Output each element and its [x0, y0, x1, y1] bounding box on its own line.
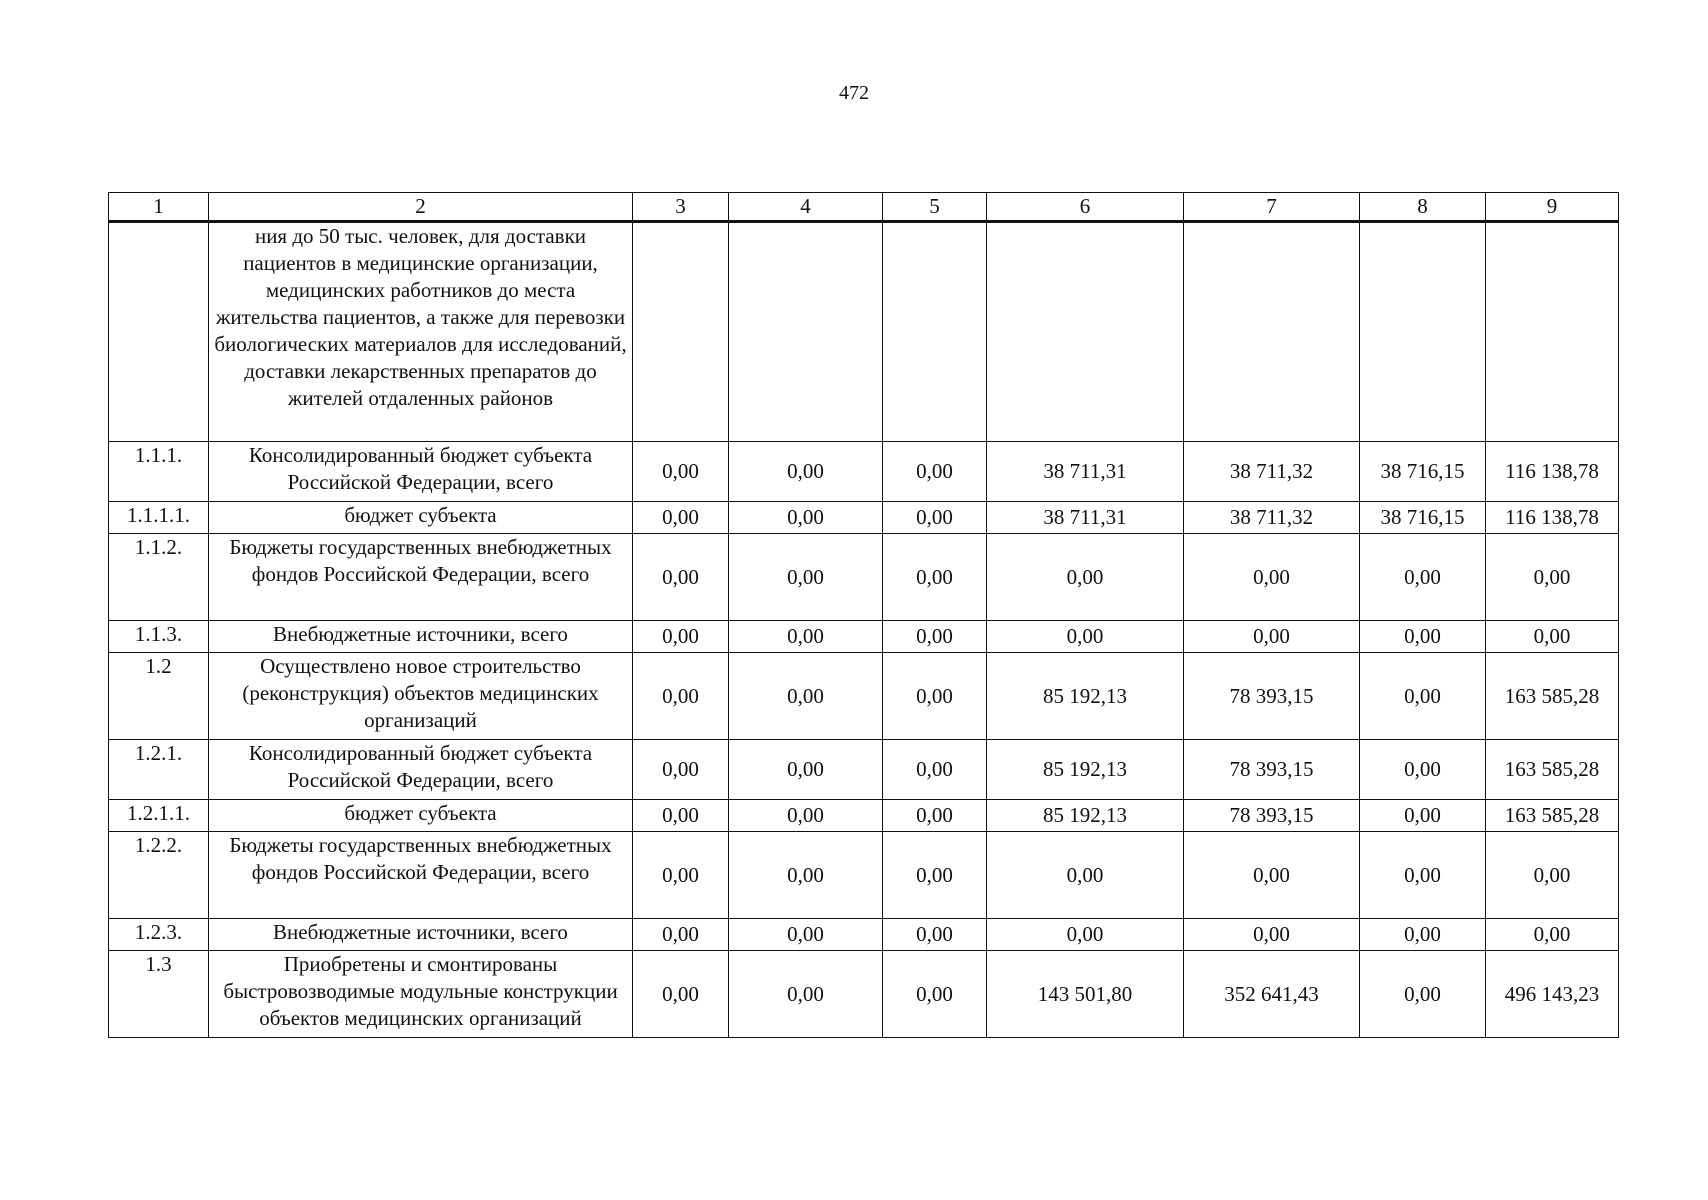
- row-number: [109, 222, 209, 442]
- value-cell: 0,00: [883, 653, 987, 740]
- row-number: 1.1.3.: [109, 621, 209, 653]
- column-header: 4: [729, 193, 883, 222]
- value-cell: 116 138,78: [1486, 442, 1619, 502]
- row-description: бюджет субъекта: [209, 502, 633, 534]
- value-cell: 0,00: [729, 740, 883, 800]
- value-cell: 0,00: [1486, 832, 1619, 919]
- value-cell: 163 585,28: [1486, 740, 1619, 800]
- value-cell: 38 711,31: [987, 502, 1184, 534]
- table-row: [109, 621, 1619, 653]
- value-cell: 0,00: [987, 621, 1184, 653]
- value-cell: 0,00: [633, 800, 729, 832]
- value-cell: 0,00: [729, 919, 883, 951]
- value-cell: 0,00: [729, 502, 883, 534]
- value-cell: 0,00: [1360, 919, 1486, 951]
- value-cell: 0,00: [1184, 621, 1360, 653]
- row-number: 1.2.1.1.: [109, 800, 209, 832]
- value-cell: [1184, 222, 1360, 442]
- value-cell: 0,00: [883, 621, 987, 653]
- table-row: [109, 919, 1619, 951]
- value-cell: 0,00: [729, 800, 883, 832]
- value-cell: 0,00: [987, 534, 1184, 621]
- column-header: 5: [883, 193, 987, 222]
- table-row: [109, 442, 1619, 502]
- value-cell: 38 711,32: [1184, 442, 1360, 502]
- row-number: 1.1.1.: [109, 442, 209, 502]
- value-cell: 0,00: [1184, 534, 1360, 621]
- value-cell: 0,00: [729, 832, 883, 919]
- value-cell: 0,00: [633, 621, 729, 653]
- value-cell: 0,00: [987, 919, 1184, 951]
- value-cell: 0,00: [633, 534, 729, 621]
- column-header: 7: [1184, 193, 1360, 222]
- table-row-continuation: [109, 222, 1619, 442]
- row-number: 1.1.2.: [109, 534, 209, 621]
- column-header: 2: [209, 193, 633, 222]
- table-row: [109, 951, 1619, 1038]
- value-cell: [729, 222, 883, 442]
- value-cell: 78 393,15: [1184, 740, 1360, 800]
- value-cell: 496 143,23: [1486, 951, 1619, 1038]
- value-cell: 163 585,28: [1486, 653, 1619, 740]
- value-cell: 38 716,15: [1360, 502, 1486, 534]
- value-cell: 0,00: [883, 832, 987, 919]
- value-cell: 0,00: [883, 919, 987, 951]
- value-cell: 85 192,13: [987, 740, 1184, 800]
- row-description: бюджет субъекта: [209, 800, 633, 832]
- row-description: Внебюджетные источники, всего: [209, 621, 633, 653]
- value-cell: 0,00: [1486, 534, 1619, 621]
- value-cell: 38 711,31: [987, 442, 1184, 502]
- value-cell: 0,00: [987, 832, 1184, 919]
- value-cell: 0,00: [883, 502, 987, 534]
- value-cell: 0,00: [1486, 621, 1619, 653]
- row-description: Консолидированный бюджет субъекта Российской Федерации, всего: [209, 740, 633, 800]
- value-cell: 0,00: [1360, 534, 1486, 621]
- table-row: [109, 502, 1619, 534]
- value-cell: 0,00: [729, 621, 883, 653]
- row-description: Консолидированный бюджет субъекта Российской Федерации, всего: [209, 442, 633, 502]
- table-row: [109, 653, 1619, 740]
- row-number: 1.2: [109, 653, 209, 740]
- value-cell: 78 393,15: [1184, 800, 1360, 832]
- value-cell: 0,00: [1486, 919, 1619, 951]
- column-header: 8: [1360, 193, 1486, 222]
- value-cell: [987, 222, 1184, 442]
- value-cell: 0,00: [1184, 919, 1360, 951]
- value-cell: 0,00: [883, 442, 987, 502]
- value-cell: 85 192,13: [987, 653, 1184, 740]
- value-cell: 0,00: [729, 951, 883, 1038]
- table-body: [109, 222, 1619, 1038]
- value-cell: [633, 222, 729, 442]
- value-cell: 85 192,13: [987, 800, 1184, 832]
- value-cell: 0,00: [633, 653, 729, 740]
- row-description: Осуществлено новое строительство (реконструкция) объектов медицинских организаций: [209, 653, 633, 740]
- value-cell: 352 641,43: [1184, 951, 1360, 1038]
- value-cell: 38 711,32: [1184, 502, 1360, 534]
- value-cell: [1486, 222, 1619, 442]
- value-cell: 0,00: [633, 951, 729, 1038]
- row-number: 1.2.1.: [109, 740, 209, 800]
- column-header: 9: [1486, 193, 1619, 222]
- value-cell: 0,00: [1360, 621, 1486, 653]
- value-cell: 0,00: [883, 534, 987, 621]
- value-cell: 116 138,78: [1486, 502, 1619, 534]
- value-cell: 0,00: [1360, 740, 1486, 800]
- value-cell: 0,00: [1360, 800, 1486, 832]
- value-cell: 0,00: [633, 442, 729, 502]
- value-cell: 38 716,15: [1360, 442, 1486, 502]
- row-description: ния до 50 тыс. человек, для доставки пациентов в медицинские организации, медицинских работников до места жительства пациентов, а также для перевозки биологических материалов для исследований, доставки лекарственных препаратов до жителей отдаленных районов: [209, 222, 633, 442]
- value-cell: [883, 222, 987, 442]
- value-cell: 0,00: [1360, 653, 1486, 740]
- page-number: 472: [839, 82, 869, 104]
- value-cell: 0,00: [633, 502, 729, 534]
- row-number: 1.2.2.: [109, 832, 209, 919]
- value-cell: 0,00: [883, 951, 987, 1038]
- value-cell: 0,00: [633, 919, 729, 951]
- value-cell: 0,00: [1360, 832, 1486, 919]
- table-row: [109, 832, 1619, 919]
- value-cell: 0,00: [883, 800, 987, 832]
- value-cell: 0,00: [1360, 951, 1486, 1038]
- row-description: Бюджеты государственных внебюджетных фондов Российской Федерации, всего: [209, 832, 633, 919]
- column-header: 6: [987, 193, 1184, 222]
- column-header: 3: [633, 193, 729, 222]
- value-cell: 0,00: [729, 534, 883, 621]
- table-row: [109, 534, 1619, 621]
- value-cell: 0,00: [729, 442, 883, 502]
- row-description: Приобретены и смонтированы быстровозводимые модульные конструкции объектов медицинских организаций: [209, 951, 633, 1038]
- value-cell: 0,00: [883, 740, 987, 800]
- row-description: Внебюджетные источники, всего: [209, 919, 633, 951]
- value-cell: 163 585,28: [1486, 800, 1619, 832]
- table-row: [109, 740, 1619, 800]
- header-row: [109, 193, 1619, 222]
- value-cell: 78 393,15: [1184, 653, 1360, 740]
- row-number: 1.3: [109, 951, 209, 1038]
- row-description: Бюджеты государственных внебюджетных фондов Российской Федерации, всего: [209, 534, 633, 621]
- value-cell: 0,00: [1184, 832, 1360, 919]
- value-cell: 143 501,80: [987, 951, 1184, 1038]
- row-number: 1.2.3.: [109, 919, 209, 951]
- value-cell: 0,00: [633, 832, 729, 919]
- table-row: [109, 800, 1619, 832]
- column-header: 1: [109, 193, 209, 222]
- value-cell: 0,00: [729, 653, 883, 740]
- row-number: 1.1.1.1.: [109, 502, 209, 534]
- budget-table: [108, 192, 1619, 1038]
- value-cell: 0,00: [633, 740, 729, 800]
- value-cell: [1360, 222, 1486, 442]
- table-header: [109, 193, 1619, 222]
